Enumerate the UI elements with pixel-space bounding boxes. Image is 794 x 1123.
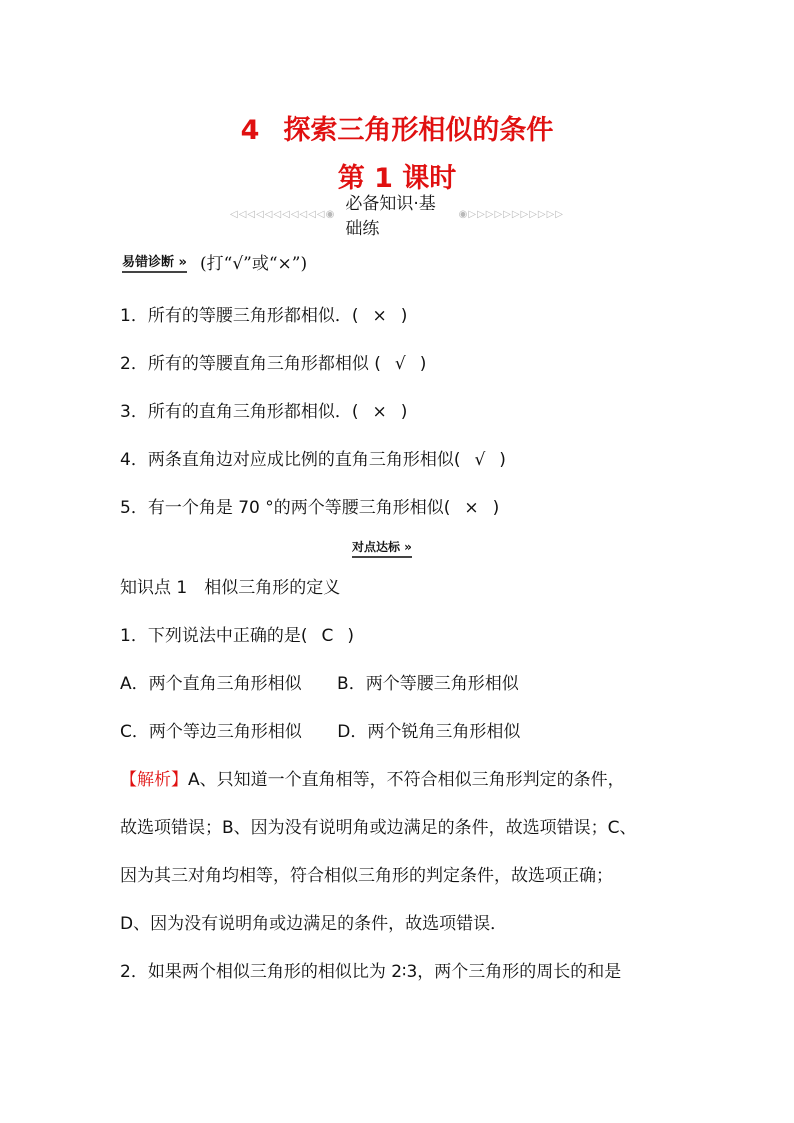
item-answer: × xyxy=(464,498,479,518)
item-answer: √ xyxy=(394,354,406,374)
option-a: A．两个直角三角形相似 xyxy=(120,674,302,694)
item-close: ) xyxy=(499,450,506,470)
analysis-label: 【解析】 xyxy=(120,770,188,790)
analysis-line xyxy=(120,765,680,790)
item-answer: × xyxy=(372,402,387,422)
item-text: 3．所有的直角三角形都相似．( xyxy=(120,402,359,422)
item-text: 5．有一个角是 70 °的两个等腰三角形相似( xyxy=(120,498,451,518)
option-d: D．两个锐角三角形相似 xyxy=(337,722,521,742)
diagnosis-item xyxy=(120,349,426,374)
item-close: ) xyxy=(492,498,500,518)
diagnosis-item xyxy=(120,493,499,518)
diagnosis-item xyxy=(120,397,407,422)
knowledge-point-heading: 知识点 1 相似三角形的定义 xyxy=(120,578,341,598)
lesson-title xyxy=(0,108,794,147)
section-title: 必备知识·基础练 xyxy=(345,194,436,239)
analysis-line: 故选项错误；B、因为没有说明角或边满足的条件，故选项错误；C、 xyxy=(120,818,637,838)
item-text: 4．两条直角边对应成比例的直角三角形相似( xyxy=(120,450,461,470)
practice-tag: 对点达标 » xyxy=(352,538,412,558)
analysis-text: A、只知道一个直角相等，不符合相似三角形判定的条件， xyxy=(188,770,625,790)
section-header xyxy=(230,194,564,239)
option-c: C．两个等边三角形相似 xyxy=(120,722,302,742)
question-2: 2．如果两个相似三角形的相似比为 2∶3，两个三角形的周长的和是 xyxy=(120,962,622,982)
lesson-subtitle: 第 1 课时 xyxy=(337,163,457,194)
lesson-number: 4 xyxy=(240,115,260,146)
item-text: 1．所有的等腰三角形都相似．( xyxy=(120,306,359,326)
question-answer: C xyxy=(321,626,334,646)
item-close: ) xyxy=(419,354,427,374)
question-1 xyxy=(120,621,354,646)
item-answer: × xyxy=(372,306,387,326)
item-text: 2．所有的等腰直角三角形都相似 ( xyxy=(120,354,381,374)
decor-right: ◉▷▷▷▷▷▷▷▷▷▷▷ xyxy=(458,208,564,220)
option-b: B．两个等腰三角形相似 xyxy=(337,674,519,694)
item-answer: √ xyxy=(474,450,486,470)
diagnosis-instruction: (打“√”或“×”) xyxy=(200,254,308,274)
question-close: ) xyxy=(347,626,354,646)
item-close: ) xyxy=(400,306,408,326)
question-stem: 1．下列说法中正确的是( xyxy=(120,626,308,646)
analysis-line: D、因为没有说明角或边满足的条件，故选项错误． xyxy=(120,914,508,934)
decor-left: ◁◁◁◁◁◁◁◁◁◁◁◉ xyxy=(230,208,336,220)
diagnosis-item xyxy=(120,445,506,470)
option-row xyxy=(120,717,520,742)
diagnosis-item xyxy=(120,301,407,326)
item-close: ) xyxy=(400,402,408,422)
lesson-title-text: 探索三角形相似的条件 xyxy=(283,115,554,146)
option-row xyxy=(120,669,519,694)
error-diagnosis-tag: 易错诊断 » xyxy=(122,251,187,273)
analysis-line: 因为其三对角均相等，符合相似三角形的判定条件，故选项正确； xyxy=(120,866,613,886)
